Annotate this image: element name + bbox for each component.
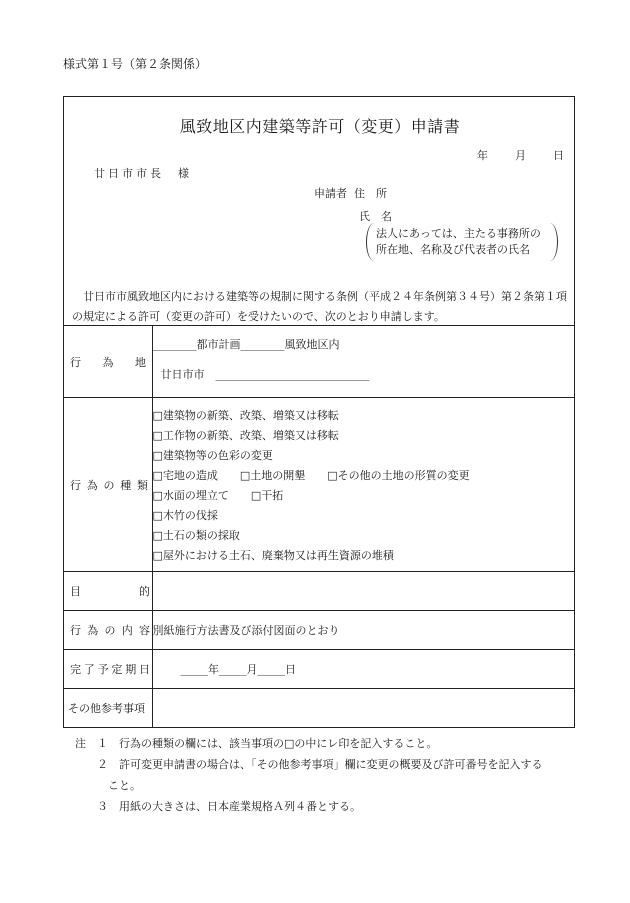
address-label: 住 所	[354, 187, 387, 200]
kind-option[interactable]: □建築物の新築、改築、増築又は移転	[152, 408, 339, 422]
site-line-2: 廿日市市 ____________________________	[160, 367, 370, 381]
kind-option[interactable]: □水面の埋立て □干拓	[152, 488, 284, 502]
completion-label: 完 了 予 定 期 日	[64, 650, 152, 689]
row-completion	[64, 650, 574, 689]
kind-options	[152, 398, 574, 572]
row-site	[64, 326, 574, 398]
purpose-value[interactable]	[152, 572, 574, 611]
row-content	[64, 611, 574, 650]
content-value[interactable]: 別紙施行方法書及び添付図面のとおり	[152, 611, 574, 650]
other-value[interactable]	[152, 689, 574, 727]
site-value[interactable]	[152, 326, 574, 398]
note-item: ３ 用紙の大きさは、日本産業規格Ａ列４番とする。	[75, 800, 361, 813]
year-label: 年	[477, 149, 488, 162]
kind-option[interactable]: □工作物の新築、改築、増築又は移転	[152, 428, 339, 442]
application-form	[63, 96, 575, 728]
row-purpose	[64, 572, 574, 611]
corporate-note-line: 所在地、名称及び代表者の氏名	[376, 243, 530, 256]
applicant-prefix: 申請者	[314, 187, 347, 200]
form-number: 様式第１号（第２条関係）	[63, 57, 208, 71]
purpose-label: 目 的	[64, 572, 152, 611]
applicant-name-label: 氏 名	[359, 210, 392, 223]
date-line	[477, 147, 564, 163]
month-label: 月	[515, 149, 526, 162]
site-line-1: ________都市計画________風致地区内	[152, 337, 340, 351]
addressee: 廿日市市長 様	[94, 167, 192, 180]
kind-option[interactable]: □屋外における土石、廃棄物又は再生資源の堆積	[152, 548, 394, 562]
kind-option[interactable]: □土石の類の採取	[152, 528, 240, 542]
row-other	[64, 689, 574, 727]
note-item: こと。	[75, 779, 141, 792]
content-label: 行 為 の 内 容	[64, 611, 152, 650]
corporate-note-line: 法人にあっては、主たる事務所の	[376, 227, 541, 240]
application-table	[64, 325, 574, 727]
intro-text: 廿日市市風致地区内における建築等の規制に関する条例（平成２４年条例第３４号）第２条第１項の規定による許可（変更の許可）を受けたいので、次のとおり申請します。	[72, 290, 567, 323]
kind-option[interactable]: □木竹の伐採	[152, 508, 218, 522]
site-label: 行 為 地	[64, 326, 152, 398]
kind-option[interactable]: □宅地の造成 □土地の開墾 □その他の土地の形質の変更	[152, 468, 470, 482]
corporate-note-bracket	[366, 223, 558, 261]
kind-option[interactable]: □建築物等の色彩の変更	[152, 448, 273, 462]
kind-label: 行 為 の 種 類	[64, 398, 152, 572]
notes	[75, 733, 543, 817]
form-title: 風致地区内建築等許可（変更）申請書	[179, 117, 461, 136]
completion-value[interactable]: _____年_____月_____日	[152, 650, 574, 689]
row-kind	[64, 398, 574, 572]
day-label: 日	[553, 149, 564, 162]
note-item: 注 １ 行為の種類の欄には、該当事項の□の中にレ印を記入すること。	[75, 737, 438, 750]
note-item: ２ 許可変更申請書の場合は、「その他参考事項」欄に変更の概要及び許可番号を記入する	[75, 758, 543, 771]
other-label: その他参考事項	[64, 689, 152, 727]
applicant-address-line	[314, 185, 387, 201]
